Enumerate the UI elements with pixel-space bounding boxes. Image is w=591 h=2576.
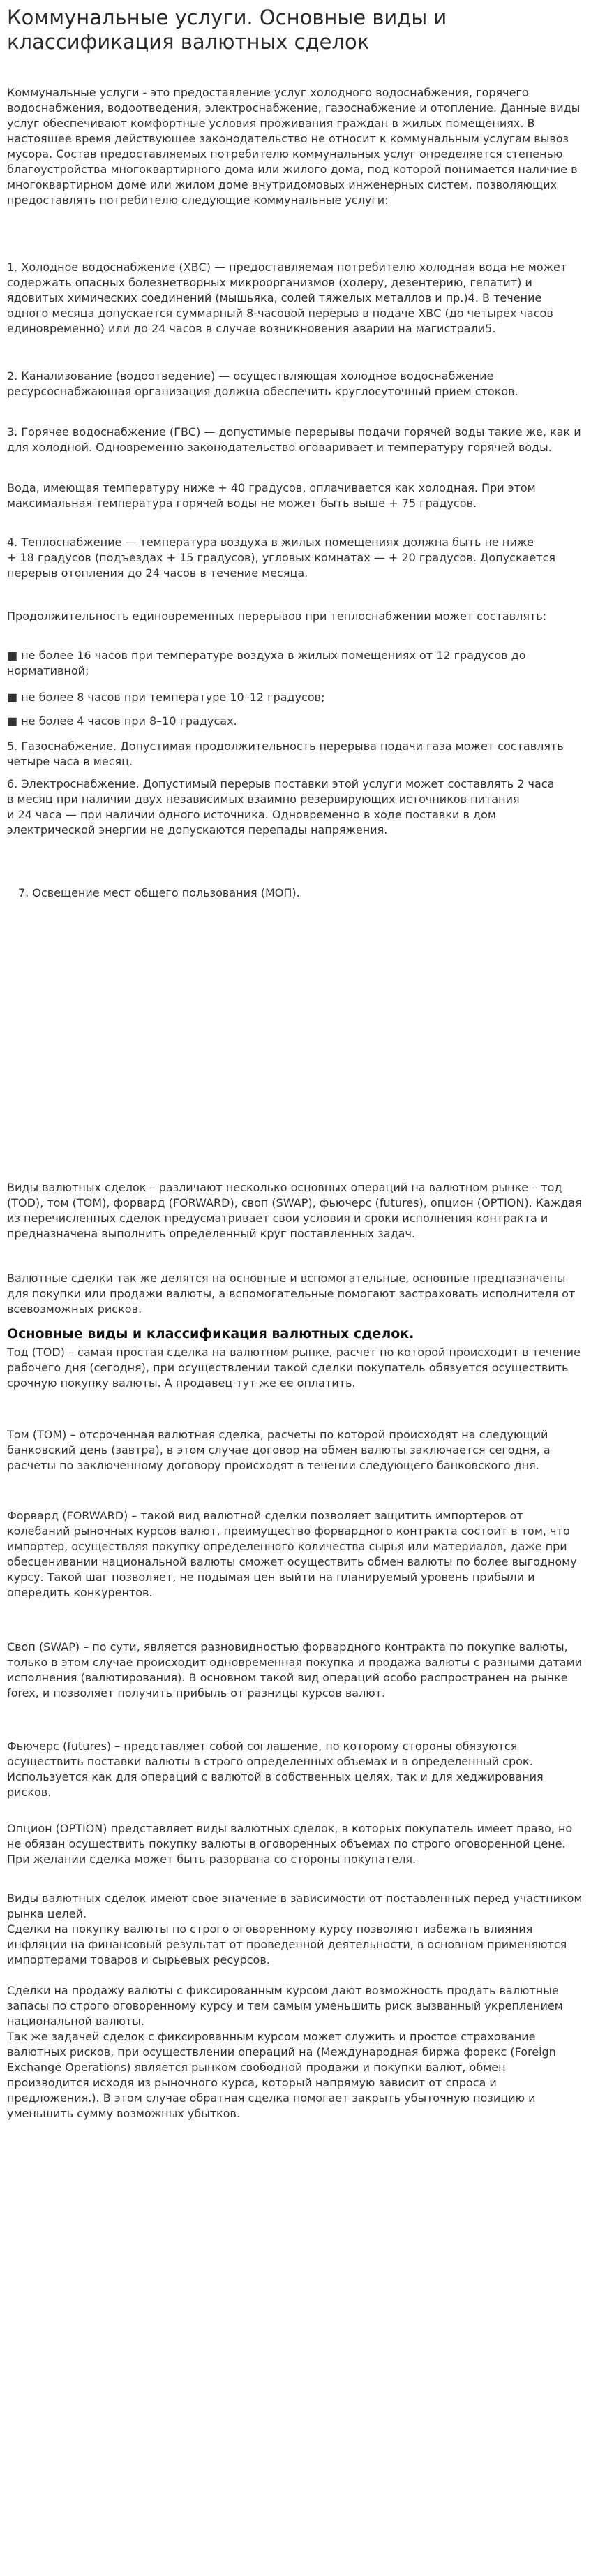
deal-futures: Фьючерс (futures) – представляет собой соглашение, по которому стороны обязуются осуществить поставки валюты в строго определенных объемах и в определенный срок. Используется как для операций с валютой в собственных целях, так и для хеджирования рисков. bbox=[7, 1739, 544, 1799]
deals-purpose bbox=[7, 1891, 584, 1968]
item-cold-water: 1. Холодное водоснабжение (ХВС) — предоставляемая потребителю холодная вода не может содержать опасных болезнетворных микроорганизмов (холеру, дезентерию, гепатит) и ядовитых химических соединений (мышьяка, солей тяжелых металлов и пр.)4. В течение одного месяца допускается суммарный 8-часовой перерыв в подаче ХВС (до четырех часов единовременно) или до 24 часов в случае возникновения аварии на магистрали5. bbox=[7, 260, 567, 335]
heating-bullet-3: ■ не более 4 часов при 8–10 градусах. bbox=[7, 714, 237, 728]
heating-bullet-1: ■ не более 16 часов при температуре воздуха в жилых помещениях от 12 градусов до нормативной; bbox=[7, 649, 526, 677]
item-sewerage: 2. Канализование (водоотведение) — осуществляющая холодное водоснабжение ресурсоснабжающая организация должна обеспечить круглосуточный прием стоков. bbox=[7, 369, 518, 398]
deal-option: Опцион (OPTION) представляет виды валютных сделок, в которых покупатель имеет право, но не обязан осуществить покупку валюты в оговоренных объемах по строго оговоренной цене. При желании сделка может быть разорвана со стороны покупателя. bbox=[7, 1822, 573, 1866]
item-heating bbox=[7, 535, 584, 581]
electricity-line-1: 6. Электроснабжение. Допустимый перерыв поставки этой услуги может составлять 2 часа bbox=[7, 777, 555, 790]
deal-tom: Том (TOM) – отсроченная валютная сделка, расчеты по которой происходят на следующий банковский день (завтра), в этом случае договор на обмен валюты заключается сегодня, а расчеты по заключенному договору происходят в течении следующего банковского дня. bbox=[7, 1428, 551, 1472]
heating-bullet-2: ■ не более 8 часов при температуре 10–12 градусов; bbox=[7, 691, 325, 704]
electricity-line-3: и 24 часа — при наличии одного источника. Одновременно в ходе поставки в дом электрической энергии не допускаются перепады напряжения. bbox=[7, 808, 496, 837]
fixed-rate-line-1: Сделки на продажу валюты с фиксированным курсом дают возможность продать валютные запасы по строго оговоренному курсу и тем самым уменьшить риск вызванный укреплением национальной валюты. bbox=[7, 1984, 563, 2028]
item-common-lighting: 7. Освещение мест общего пользования (МОП). bbox=[18, 886, 300, 899]
fixed-rate-line-2: Так же задачей сделок с фиксированным курсом может служить и простое страхование валютных рисков, при осуществлении операций на (Международная биржа форекс (Foreign Exchange Operations) является рынком свободной продажи и покупки валют, обмен производится исходя из рыночного курса, который напрямую зависит от спроса и предложения.). В этом случае обратная сделка помогает закрыть убыточную позицию и уменьшить сумму возможных убытков. bbox=[7, 2030, 556, 2120]
deal-swap: Своп (SWAP) – по сути, является разновидностью форвардного контракта по покупке валюты, только в этом случае происходит одновременная покупка и продажа валюты с разными датами исполнения (валютирования). В основном такой вид операций особо распространен на рынке forex, и позволяет получить прибыль от разницы курсов валют. bbox=[7, 1640, 583, 1700]
heating-line-1: 4. Теплоснабжение — температура воздуха в жилых помещениях должна быть не ниже bbox=[7, 536, 534, 549]
item-gas: 5. Газоснабжение. Допустимая продолжительность перерыва подачи газа может составлять четыре часа в месяц. bbox=[7, 739, 564, 768]
currency-deals-intro: Виды валютных сделок – различают несколько основных операций на валютном рынке – тод (TOD), том (TOM), форвард (FORWARD), своп (SWAP), фьючерс (futures), опцион (OPTION). Каждая из перечисленных сделок предусматривает свои условия и сроки исполнения контракта и предназначена выполнить определенный круг поставленных задач. bbox=[7, 1181, 582, 1240]
blank-space bbox=[0, 908, 591, 1177]
item-hot-water: 3. Горячее водоснабжение (ГВС) — допустимые перерывы подачи горячей воды такие же, как и для холодной. Одновременно законодательство оговаривает и температуру горячей воды. bbox=[7, 425, 581, 454]
currency-deals-split: Валютные сделки так же делятся на основные и вспомогательные, основные предназначены для покупки или продажи валюты, а вспомогательные помогают застраховать исполнителя от всевозможных рисков. bbox=[7, 1272, 576, 1316]
item-electricity bbox=[7, 777, 584, 838]
section-heading: Основные виды и классификация валютных сделок. bbox=[7, 1326, 414, 1341]
article-title: Коммунальные услуги. Основные виды и классификация валютных сделок bbox=[7, 6, 447, 54]
electricity-line-2: в месяц при наличии двух независимых взаимно резервирующих источников питания bbox=[7, 793, 520, 806]
intro-paragraph: Коммунальные услуги - это предоставление услуг холодного водоснабжения, горячего водоснабжения, водоотведения, электроснабжение, газоснабжение и отопление. Данные виды услуг обеспечивают комфортные условия проживания граждан в жилых помещениях. В настоящее время действующее законодательство не относит к коммунальным услугам вывоз мусора. Состав предоставляемых потребителю коммунальных услуг определяется степенью благоустройства многоквартирного дома или жилого дома, под которой понимается наличие в многоквартирном доме или жилом доме внутридомовых инженерных систем, позволяющих предоставлять потребителю следующие коммунальные услуги: bbox=[7, 86, 581, 207]
hot-water-temperature: Вода, имеющая температуру ниже + 40 градусов, оплачивается как холодная. При этом максимальная температура горячей воды не может быть выше + 75 градусов. bbox=[7, 481, 536, 510]
purpose-line-2: Сделки на покупку валюты по строго оговоренному курсу позволяют избежать влияния инфляции на финансовый результат от проведенной деятельности, в основном применяются импортерами товаров и сырьевых ресурсов. bbox=[7, 1922, 567, 1966]
heating-line-2: + 18 градусов (подъездах + 15 градусов), угловых комнатах — + 20 градусов. Допускается перерыв отопления до 24 часов в течение месяца. bbox=[7, 551, 555, 580]
heating-breaks-intro: Продолжительность единовременных перерывов при теплоснабжении может составлять: bbox=[7, 610, 547, 623]
deal-forward: Форвард (FORWARD) – такой вид валютной сделки позволяет защитить импортеров от колебаний рыночных курсов валют, преимущество форвардного контракта состоит в том, что импортер, осуществляя покупку определенного количества сырья или материалов, даже при обесценивании национальной валюты сможет осуществить обмен валюты по более выгодному курсу. Такой шаг позволяет, не подымая цен выйти на планируемый уровень прибыли и опередить конкурентов. bbox=[7, 1509, 577, 1599]
purpose-line-1: Виды валютных сделок имеют свое значение в зависимости от поставленных перед участником рынка целей. bbox=[7, 1892, 583, 1920]
fixed-rate-deals bbox=[7, 1983, 584, 2121]
deal-tod: Тод (TOD) – самая простая сделка на валютном рынке, расчет по которой происходит в течение рабочего дня (сегодня), при осуществлении такой сделки покупатель обязуется осуществить срочную покупку валюты. А продавец тут же ее оплатить. bbox=[7, 1346, 581, 1390]
